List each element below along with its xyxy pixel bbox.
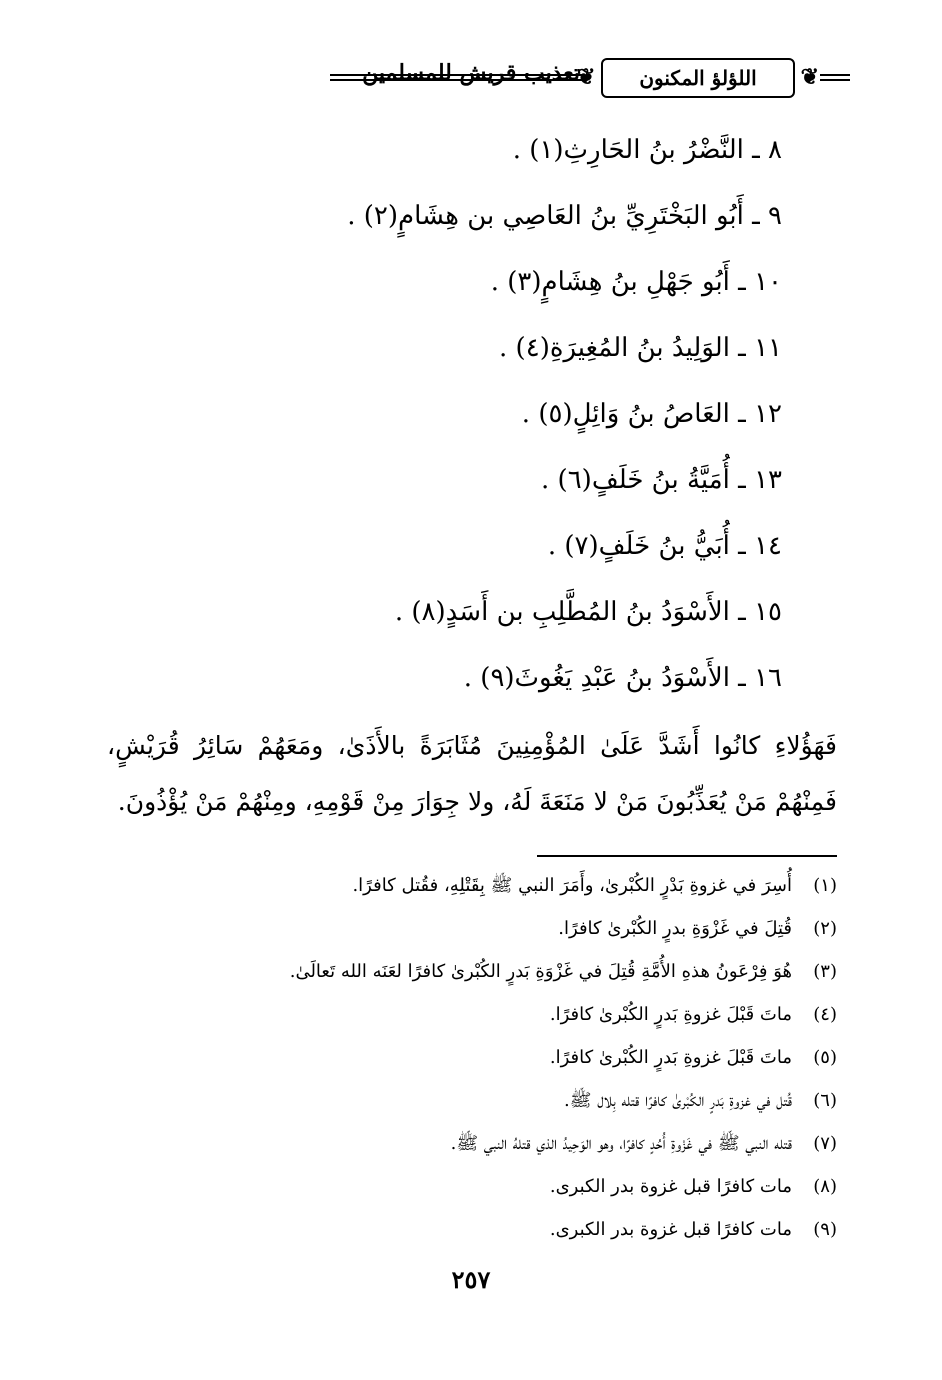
footnote-number: (٧) — [813, 1133, 837, 1154]
footnote-text: هُوَ فِرْعَونُ هذهِ الأُمَّةِ قُتِلَ في غَزْوَةِ بَدرٍ الكُبْرىٰ كافرًا لعَنَه الله تَعالَىٰ. — [289, 961, 792, 982]
footnote — [107, 1085, 837, 1128]
body-paragraph: فَهَؤُلاءِ كانُوا أَشَدَّ عَلَىٰ المُؤْمِنِينَ مُثَابَرَةً بالأَذَىٰ، ومَعَهُمْ سَائِرُ قُرَيْشٍ، فَمِنْهُمْ مَنْ يُعَذِّبُونَ مَنْ لا مَنَعَةَ لَهُ، ولا جِوَارَ مِنْ قَوْمِهِ، ومِنْهُمْ مَنْ يُؤْذُونَ. — [107, 731, 837, 816]
footnote-number: (٥) — [813, 1047, 837, 1068]
footnote — [107, 870, 837, 913]
footnote-number: (٤) — [813, 1004, 837, 1025]
name-list — [82, 125, 782, 719]
list-item: ١١ ـ الوَلِيدُ بنُ المُغِيرَةِ(٤) . — [499, 333, 782, 363]
header-rule-right — [820, 74, 850, 81]
book-title: ❦ اللؤلؤ المكنون ❦ — [601, 58, 795, 98]
page-number: ٢٥٧ — [451, 1265, 491, 1294]
footnote-text: مات كافرًا قبل غزوة بدر الكبرى. — [549, 1219, 792, 1240]
footnote — [107, 1171, 837, 1214]
footnote — [107, 1128, 837, 1171]
footnote-number: (٦) — [813, 1090, 837, 1111]
page-header — [100, 50, 850, 100]
list-item: ١٠ ـ أَبُو جَهْلِ بنُ هِشَامٍ(٣) . — [490, 267, 782, 297]
list-item: ١٦ ـ الأَسْوَدُ بنُ عَبْدِ يَغُوثَ(٩) . — [463, 663, 782, 693]
footnote-number: (٩) — [813, 1219, 837, 1240]
footnote — [107, 913, 837, 956]
footnote-text: قُتل في غزوةِ بَدرٍ الكُبْرىٰ كافرًا قتله بِلال ﷺ. — [564, 1090, 792, 1111]
footnote — [107, 999, 837, 1042]
list-item: ١٣ ـ أُمَيَّةُ بنُ خَلَفٍ(٦) . — [541, 465, 782, 495]
footnote-text: قتله النبي ﷺ في غَزْوةِ أُحُدٍ كافرًا، وهو الوَحِيدُ الذي قتلهُ النبي ﷺ. — [450, 1133, 792, 1154]
footnote-separator — [537, 855, 837, 857]
footnotes — [107, 870, 837, 1257]
footnote-text: ماتَ قَبْلَ غزوةِ بَدرٍ الكُبْرىٰ كافرًا. — [549, 1047, 792, 1068]
footnote-text: أُسِرَ في غزوةِ بَدْرٍ الكُبْرىٰ، وأَمَرَ النبي ﷺ بِقَتْلِهِ، فقُتل كافرًا. — [352, 875, 792, 896]
footnote-text: مات كافرًا قبل غزوة بدر الكبرى. — [549, 1176, 792, 1197]
list-item: ١٤ ـ أُبَيُّ بنُ خَلَفٍ(٧) . — [547, 531, 782, 561]
list-item: ١٢ ـ العَاصُ بنُ وَائِلٍ(٥) . — [521, 399, 782, 429]
footnote — [107, 1214, 837, 1257]
footnote — [107, 956, 837, 999]
footnote-text: قُتِلَ في غَزْوَةِ بدرٍ الكُبْرىٰ كافرًا. — [558, 918, 792, 939]
list-item: ٨ ـ النَّضْرُ بنُ الحَارِثِ(١) . — [512, 135, 782, 165]
footnote-number: (١) — [813, 875, 837, 896]
list-item: ١٥ ـ الأَسْوَدُ بنُ المُطَّلِبِ بن أَسَدٍ(٨) . — [394, 597, 782, 627]
footnote — [107, 1042, 837, 1085]
footnote-number: (٣) — [813, 961, 837, 982]
footnote-text: ماتَ قَبْلَ غزوةِ بَدرٍ الكُبْرىٰ كافرًا. — [549, 1004, 792, 1025]
list-item: ٩ ـ أَبُو البَخْتَرِيِّ بنُ العَاصِي بن هِشَامٍ(٢) . — [347, 201, 782, 231]
footnote-number: (٢) — [813, 918, 837, 939]
footnote-number: (٨) — [813, 1176, 837, 1197]
chapter-title: تعذيب قريش للمسلمين — [362, 60, 580, 86]
